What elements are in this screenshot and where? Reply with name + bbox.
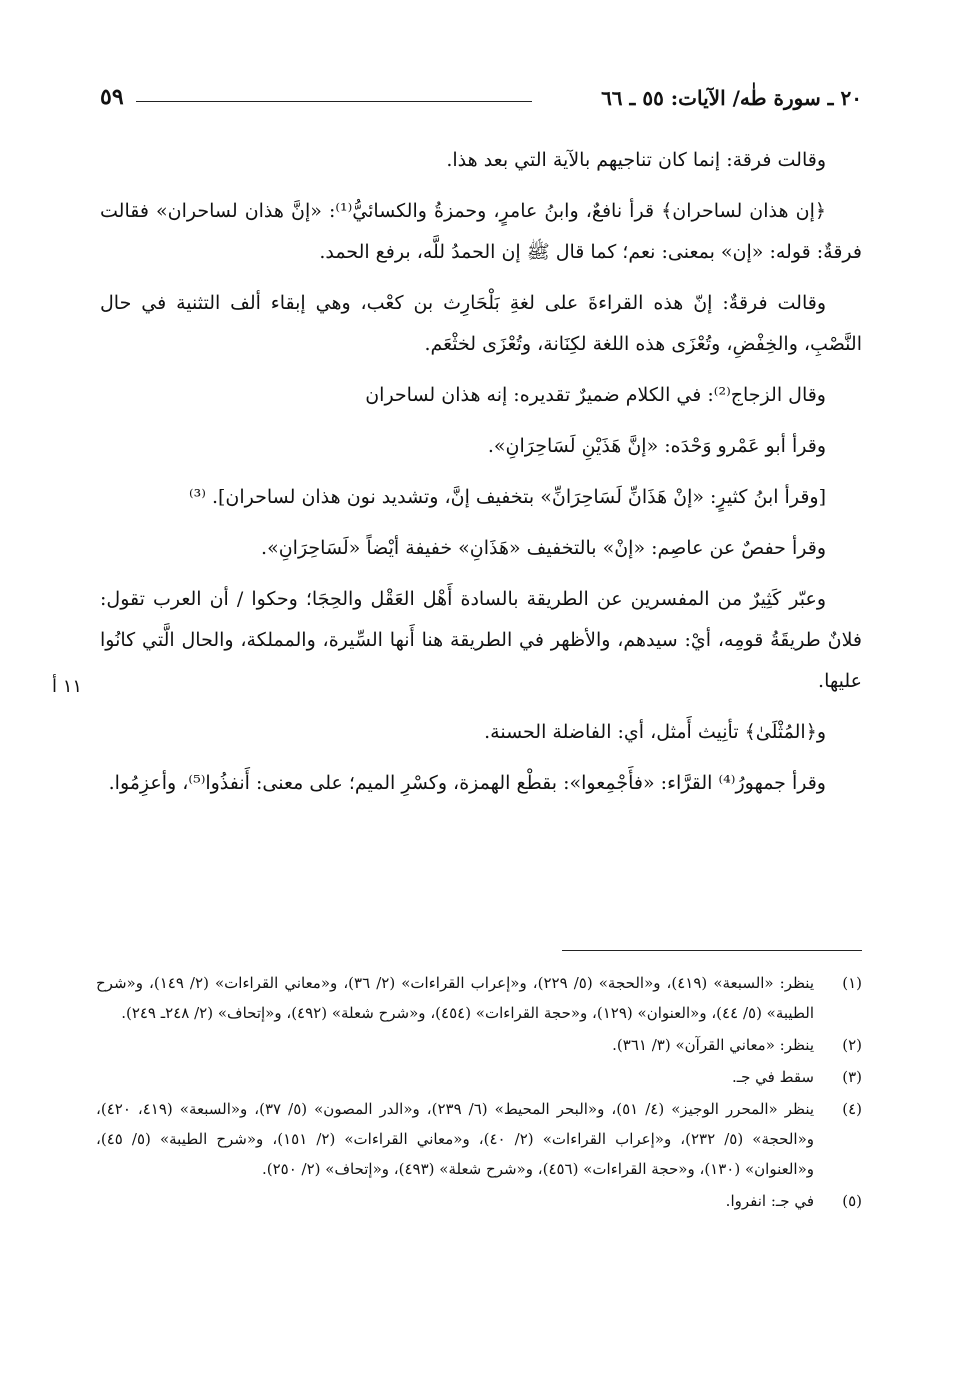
footnote xyxy=(96,1186,862,1216)
page-number: ٥٩ xyxy=(100,84,124,110)
paragraph: وقرأ حفصٌ عن عاصِم: «إنْ» بالتخفيف «هَذَانِ» خفيفة أيْضاً «لَسَاحِرَانِ». xyxy=(261,537,826,559)
page-header xyxy=(100,86,862,116)
paragraph: وقال الزجاج⁽²⁾: في الكلام ضميرٌ تقديره: إنه هذان لساحران xyxy=(365,384,826,406)
footnote-text: في جـ: انفروا. xyxy=(725,1192,814,1210)
footnotes xyxy=(96,968,862,1218)
footnote xyxy=(96,968,862,1028)
footnote-marker: (٢) xyxy=(842,1036,862,1054)
paragraph: وقالت فرقة: إنما كان تناجيهم بالآية التي بعد هذا. xyxy=(446,149,826,171)
running-title: ٢٠ ـ سورة طٰه/ الآيات: ٥٥ ـ ٦٦ xyxy=(593,86,862,110)
footnote-separator xyxy=(562,950,862,951)
header-rule xyxy=(136,101,532,102)
paragraph: و﴿المُثْلَىٰ﴾ تأنِيث أَمثل، أي: الفاضلة الحسنة. xyxy=(484,721,826,743)
manuscript-folio-note: ١١ أ xyxy=(52,676,83,697)
footnote xyxy=(96,1030,862,1060)
footnote-marker: (٥) xyxy=(842,1192,862,1210)
footnote xyxy=(96,1094,862,1184)
paragraph: وقالت فرقةٌ: إنّ هذه القراءةَ على لغةِ بَلْحَارِث بن كعْب، وهي إبقاء ألف التثنية في حال النَّصْبِ، والخِفْضِ، وتُعْزَى هذه اللغة لكِنَانة، وتُعْزَى لخثْعَم. xyxy=(100,292,862,355)
footnote-marker: (٤) xyxy=(842,1100,862,1118)
footnote-marker: (١) xyxy=(842,974,862,992)
footnote xyxy=(96,1062,862,1092)
footnote-text: ينظر: «السبعة» (٤١٩)، و«الحجة» (٥/ ٢٢٩)، و«إعراب القراءات» (٢/ ٣٦)، و«معاني القراءات» (٢/ ١٤٩)، و«شرح الطيبة» (٥/ ٤٤)، و«العنوان» (١٢٩)، و«حجة القراءات» (٤٥٤)، و«شرح شعلة» (٤٩٢)، و«إتحاف» (٢/ ٢٤٨ـ ٢٤٩). xyxy=(96,974,815,1022)
footnote-text: ينظر «المحرر الوجيز» (٤/ ٥١)، و«البحر المحيط» (٦/ ٢٣٩)، و«الدر المصون» (٥/ ٣٧)، و«السبعة» (٤١٩، ٤٢٠)، و«الحجة» (٥/ ٢٣٢)، و«إعراب القراءات» (٢/ ٤٠)، و«معاني القراءات» (٢/ ١٥١)، و«شرح الطيبة» (٥/ ٤٥)، و«العنوان» (١٣٠)، و«حجة القراءات» (٤٥٦)، و«شرح شعلة» (٤٩٣)، و«إتحاف» (٢/ ٢٥٠). xyxy=(96,1100,815,1178)
footnote-marker: (٣) xyxy=(842,1068,862,1086)
paragraph: وقرأ جمهورُ⁽⁴⁾ القرَّاء: «فأَجْمِعوا»: بقطْع الهمزة، وكسْرِ الميم؛ على معنى: أَنفذُوا⁽⁵⁾، وأعزِمُوا. xyxy=(108,772,826,794)
paragraph: وعبّر كَثِيرٌ من المفسرين عن الطريقة بالسادة أَهْل العَقْل والحِجَا؛ وحكوا / أن العرب تقول: فلانٌ طريقَةُ قومِه، أيْ: سيدهم، والأظهر في الطريقة هنا أَنها السِّيرة، والمملكة، والحال الَّتي كانُوا عليها. xyxy=(100,588,862,692)
paragraph: وقرأ أبو عَمْرو وَحْدَه: «إنَّ هَذَيْنِ لَسَاحِرَانِ». xyxy=(487,435,826,457)
footnote-text: ينظر: «معاني القرآن» (٣/ ٣٦١). xyxy=(612,1036,814,1054)
footnote-text: سقط في جـ. xyxy=(731,1068,814,1086)
paragraph: ﴿إن هذان لساحران﴾ قرأ نافعٌ، وابنُ عامرٍ، وحمزةُ والكسائيُّ⁽¹⁾: «إنَّ هذان لساحران» فقالت فرقةٌ: قوله: «إن» بمعنى: نعم؛ كما قال ﷺ إن الحمدُ للَّه، برفع الحمد. xyxy=(100,200,862,263)
paragraph: [وقرأ ابنُ كثيرٍ: «إنْ هَذَانِّ لَسَاحِرَانِّ» بتخفيف إنَّ، وتشديد نون هذان لساحران]. ⁽³⁾ xyxy=(188,486,826,508)
main-text xyxy=(100,140,862,814)
